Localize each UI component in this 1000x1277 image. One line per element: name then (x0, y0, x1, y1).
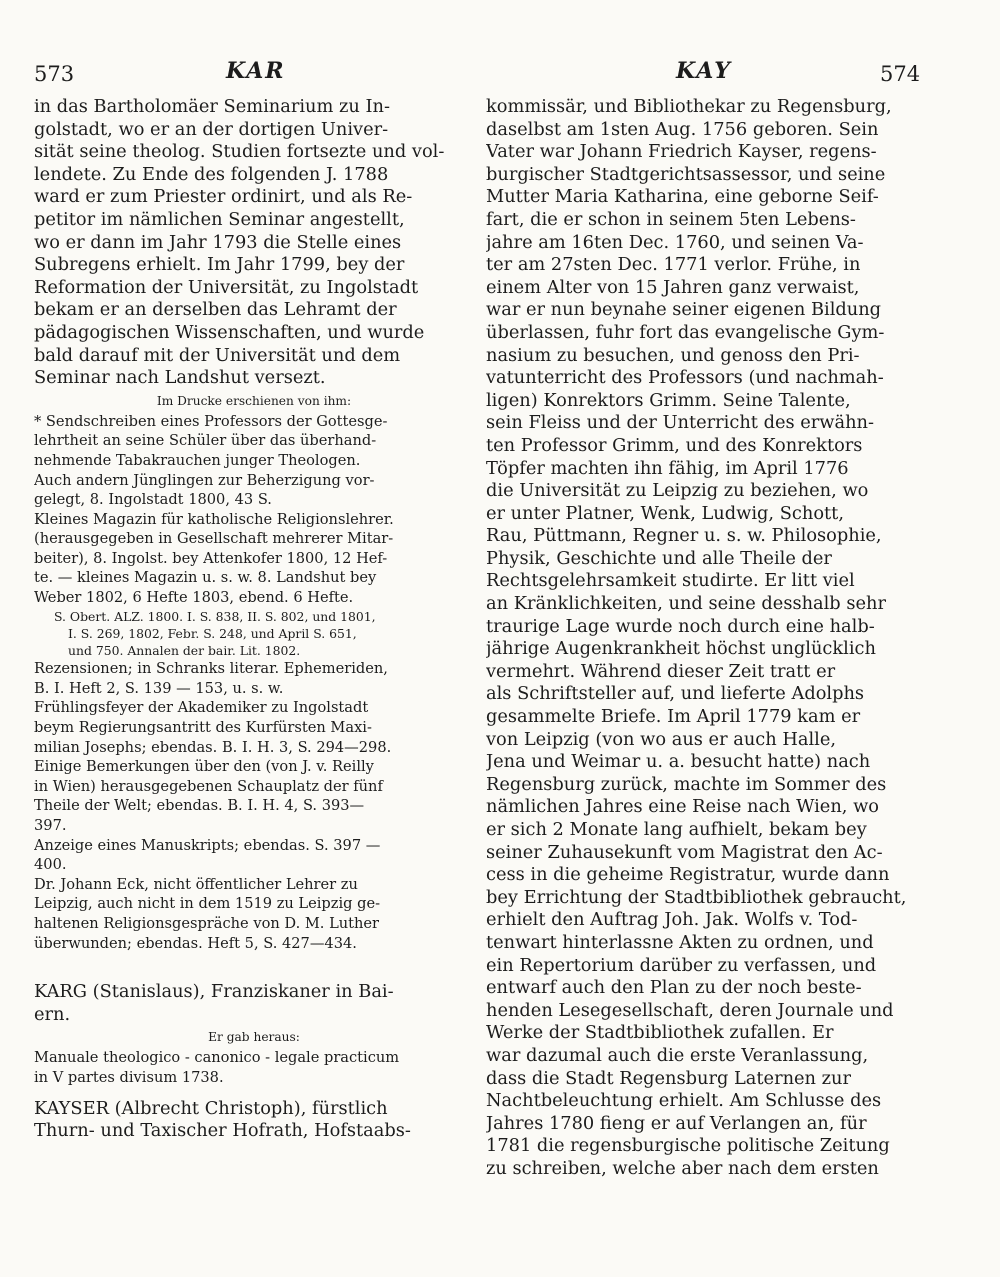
text-line: gesammelte Briefe. Im April 1779 kam er (486, 706, 861, 728)
text-line: Rau, Püttmann, Regner u. s. w. Philosophie, (486, 525, 882, 547)
note-line: S. Obert. ALZ. 1800. I. S. 838, II. S. 802, und 1801, (54, 608, 376, 624)
text-line: lendete. Zu Ende des folgenden J. 1788 (34, 163, 389, 185)
work-line: Frühlingsfeyer der Akademiker zu Ingolstadt (34, 699, 369, 717)
work-line: gelegt, 8. Ingolstadt 1800, 43 S. (34, 491, 272, 509)
text-line: überlassen, fuhr fort das evangelische Gym- (486, 321, 885, 343)
text-line: Töpfer machten ihn fähig, im April 1776 (486, 457, 849, 479)
works-list-continued (34, 659, 474, 953)
works-caption: Er gab heraus: (208, 1030, 300, 1045)
text-line: jährige Augenkrankheit höchst unglücklich (486, 638, 876, 660)
left-column (34, 96, 474, 1143)
text-line: golstadt, wo er an der dortigen Univer- (34, 118, 389, 140)
work-line: in V partes divisum 1738. (34, 1068, 224, 1086)
text-line: ward er zum Priester ordinirt, und als Re- (34, 186, 413, 208)
work-line: Weber 1802, 6 Hefte 1803, ebend. 6 Hefte. (34, 589, 354, 607)
text-line: ein Repertorium darüber zu verfassen, und (486, 954, 877, 976)
work-line: B. I. Heft 2, S. 139 — 153, u. s. w. (34, 679, 284, 697)
running-head-left: KAR (226, 58, 286, 84)
entry-kayser (34, 1098, 474, 1143)
work-line: 400. (34, 856, 67, 874)
work-line: in Wien) herausgegebenen Schauplatz der fünf (34, 777, 383, 795)
text-line: Nachtbeleuchtung erhielt. Am Schlusse des (486, 1090, 882, 1112)
work-line: te. — kleines Magazin u. s. w. 8. Landshut bey (34, 569, 377, 587)
text-line: einem Alter von 15 Jahren ganz verwaist, (486, 276, 860, 298)
work-line: lehrtheit an seine Schüler über das überhand- (34, 432, 377, 450)
text-line: Reformation der Universität, zu Ingolstadt (34, 276, 419, 298)
text-line: Werke der Stadtbibliothek zufallen. Er (486, 1022, 834, 1044)
work-line: Manuale theologico - canonico - legale practicum (34, 1049, 400, 1067)
text-line: Thurn- und Taxischer Hofrath, Hofstaabs- (34, 1120, 411, 1142)
work-line: milian Josephs; ebendas. B. I. H. 3, S. 294—298. (34, 738, 392, 756)
text-line: henden Lesegesellschaft, deren Journale und (486, 999, 894, 1021)
text-line: seiner Zuhausekunft vom Magistrat den Ac- (486, 841, 883, 863)
note-line: und 750. Annalen der bair. Lit. 1802. (68, 643, 301, 659)
works-caption: Im Drucke erschienen von ihm: (156, 393, 352, 408)
entry-text (34, 96, 474, 390)
text-line: cess in die geheime Registratur, wurde dann (486, 864, 890, 886)
text-line: ter am 27sten Dec. 1771 verlor. Frühe, in (486, 254, 861, 276)
text-line: bekam er an derselben das Lehramt der (34, 299, 397, 321)
work-line: * Sendschreiben eines Professors der Gottesge- (34, 412, 388, 430)
text-line: ligen) Konrektors Grimm. Seine Talente, (486, 389, 851, 411)
text-line: nasium zu besuchen, und genoss den Pri- (486, 344, 860, 366)
work-line: Auch andern Jünglingen zur Beherzigung vor- (34, 471, 375, 489)
page-number-left: 573 (34, 62, 75, 86)
text-line: vermehrt. Während dieser Zeit tratt er (486, 660, 836, 682)
text-line: Jahres 1780 fieng er auf Verlangen an, für (486, 1112, 867, 1134)
text-line: ern. (34, 1003, 71, 1025)
text-line: nämlichen Jahres eine Reise nach Wien, wo (486, 796, 880, 818)
work-line: 397. (34, 816, 67, 834)
entry-heading: KARG (Stanislaus), Franziskaner in Bai- (34, 981, 394, 1003)
text-line: die Universität zu Leipzig zu beziehen, wo (486, 480, 869, 502)
text-line: Physik, Geschichte und alle Theile der (486, 547, 832, 569)
work-line: haltenen Religionsgespräche von D. M. Luther (34, 914, 380, 932)
text-line: zu schreiben, welche aber nach dem ersten (486, 1157, 879, 1179)
text-line: er sich 2 Monate lang aufhielt, bekam bey (486, 819, 867, 840)
entry-heading: KAYSER (Albrecht Christoph), fürstlich (34, 1097, 388, 1119)
text-line: fart, die er schon in seinem 5ten Lebens- (486, 208, 856, 230)
text-line: Jena und Weimar u. a. besucht hatte) nach (486, 751, 871, 773)
work-line: Kleines Magazin für katholische Religionslehrer. (34, 510, 394, 528)
text-line: tenwart hinterlassne Akten zu ordnen, und (486, 931, 874, 953)
text-line: petitor im nämlichen Seminar angestellt, (34, 208, 405, 230)
right-column (486, 96, 922, 1181)
text-line: an Kränklichkeiten, und seine desshalb sehr (486, 593, 886, 615)
work-line: Theile der Welt; ebendas. B. I. H. 4, S. 393— (34, 797, 365, 815)
note-line: I. S. 269, 1802, Febr. S. 248, und April S. 651, (68, 625, 357, 641)
work-line: überwunden; ebendas. Heft 5, S. 427—434. (34, 934, 357, 952)
text-line: wo er dann im Jahr 1793 die Stelle eines (34, 231, 402, 253)
text-line: bald darauf mit der Universität und dem (34, 344, 401, 366)
text-line: dass die Stadt Regensburg Laternen zur (486, 1067, 851, 1089)
text-line: war dazumal auch die erste Veranlassung, (486, 1044, 869, 1066)
running-head-right: KAY (676, 58, 732, 84)
text-line: burgischer Stadtgerichtsassessor, und seine (486, 163, 886, 185)
work-line: Einige Bemerkungen über den (von J. v. Reilly (34, 758, 374, 776)
work-line: Anzeige eines Manuskripts; ebendas. S. 397 — (34, 836, 381, 854)
entry-karg (34, 981, 474, 1087)
text-line: Vater war Johann Friedrich Kayser, regens- (486, 141, 877, 163)
work-line: beym Regierungsantritt des Kurfürsten Maxi- (34, 719, 372, 736)
text-line: entwarf auch den Plan zu der noch beste- (486, 977, 862, 999)
text-line: jahre am 16ten Dec. 1760, und seinen Va- (486, 231, 864, 253)
text-line: traurige Lage wurde noch durch eine halb- (486, 615, 875, 637)
text-line: kommissär, und Bibliothekar zu Regensburg, (486, 96, 892, 117)
text-line: sein Fleiss und der Unterricht des erwähn- (486, 412, 875, 434)
work-line: Dr. Johann Eck, nicht öffentlicher Lehrer zu (34, 875, 358, 893)
text-line: Mutter Maria Katharina, eine geborne Seif- (486, 186, 879, 208)
text-line: erhielt den Auftrag Joh. Jak. Wolfs v. Tod- (486, 909, 858, 931)
text-line: vatunterricht des Professors (und nachmah- (486, 367, 884, 389)
text-line: sität seine theolog. Studien fortsezte und vol- (34, 141, 445, 163)
page-number-right: 574 (880, 62, 921, 86)
text-line: 1781 die regensburgische politische Zeitung (486, 1135, 890, 1157)
text-line: als Schriftsteller auf, und lieferte Adolphs (486, 683, 865, 705)
text-line: pädagogischen Wissenschaften, und wurde (34, 321, 425, 343)
work-line: beiter), 8. Ingolst. bey Attenkofer 1800, 12 Hef- (34, 549, 388, 567)
work-line: (herausgegeben in Gesellschaft mehrerer Mitar- (34, 530, 394, 548)
work-line: Leipzig, auch nicht in dem 1519 zu Leipzig ge- (34, 895, 381, 913)
work-line: Rezensionen; in Schranks literar. Ephemeriden, (34, 660, 388, 678)
review-note (34, 608, 474, 660)
works-list (34, 412, 474, 608)
text-line: von Leipzig (von wo aus er auch Halle, (486, 728, 836, 750)
text-line: ten Professor Grimm, und des Konrektors (486, 434, 863, 456)
text-line: bey Errichtung der Stadtbibliothek gebraucht, (486, 886, 907, 908)
text-line: er unter Platner, Wenk, Ludwig, Schott, (486, 502, 844, 524)
text-line: war er nun beynahe seiner eigenen Bildung (486, 299, 882, 321)
text-line: Seminar nach Landshut versezt. (34, 367, 326, 389)
text-line: Regensburg zurück, machte im Sommer des (486, 773, 887, 795)
text-line: in das Bartholomäer Seminarium zu In- (34, 96, 390, 117)
text-line: Subregens erhielt. Im Jahr 1799, bey der (34, 254, 405, 276)
text-line: Rechtsgelehrsamkeit studirte. Er litt viel (486, 570, 855, 592)
text-line: daselbst am 1sten Aug. 1756 geboren. Sein (486, 118, 879, 140)
work-line: nehmende Tabakrauchen junger Theologen. (34, 451, 361, 469)
